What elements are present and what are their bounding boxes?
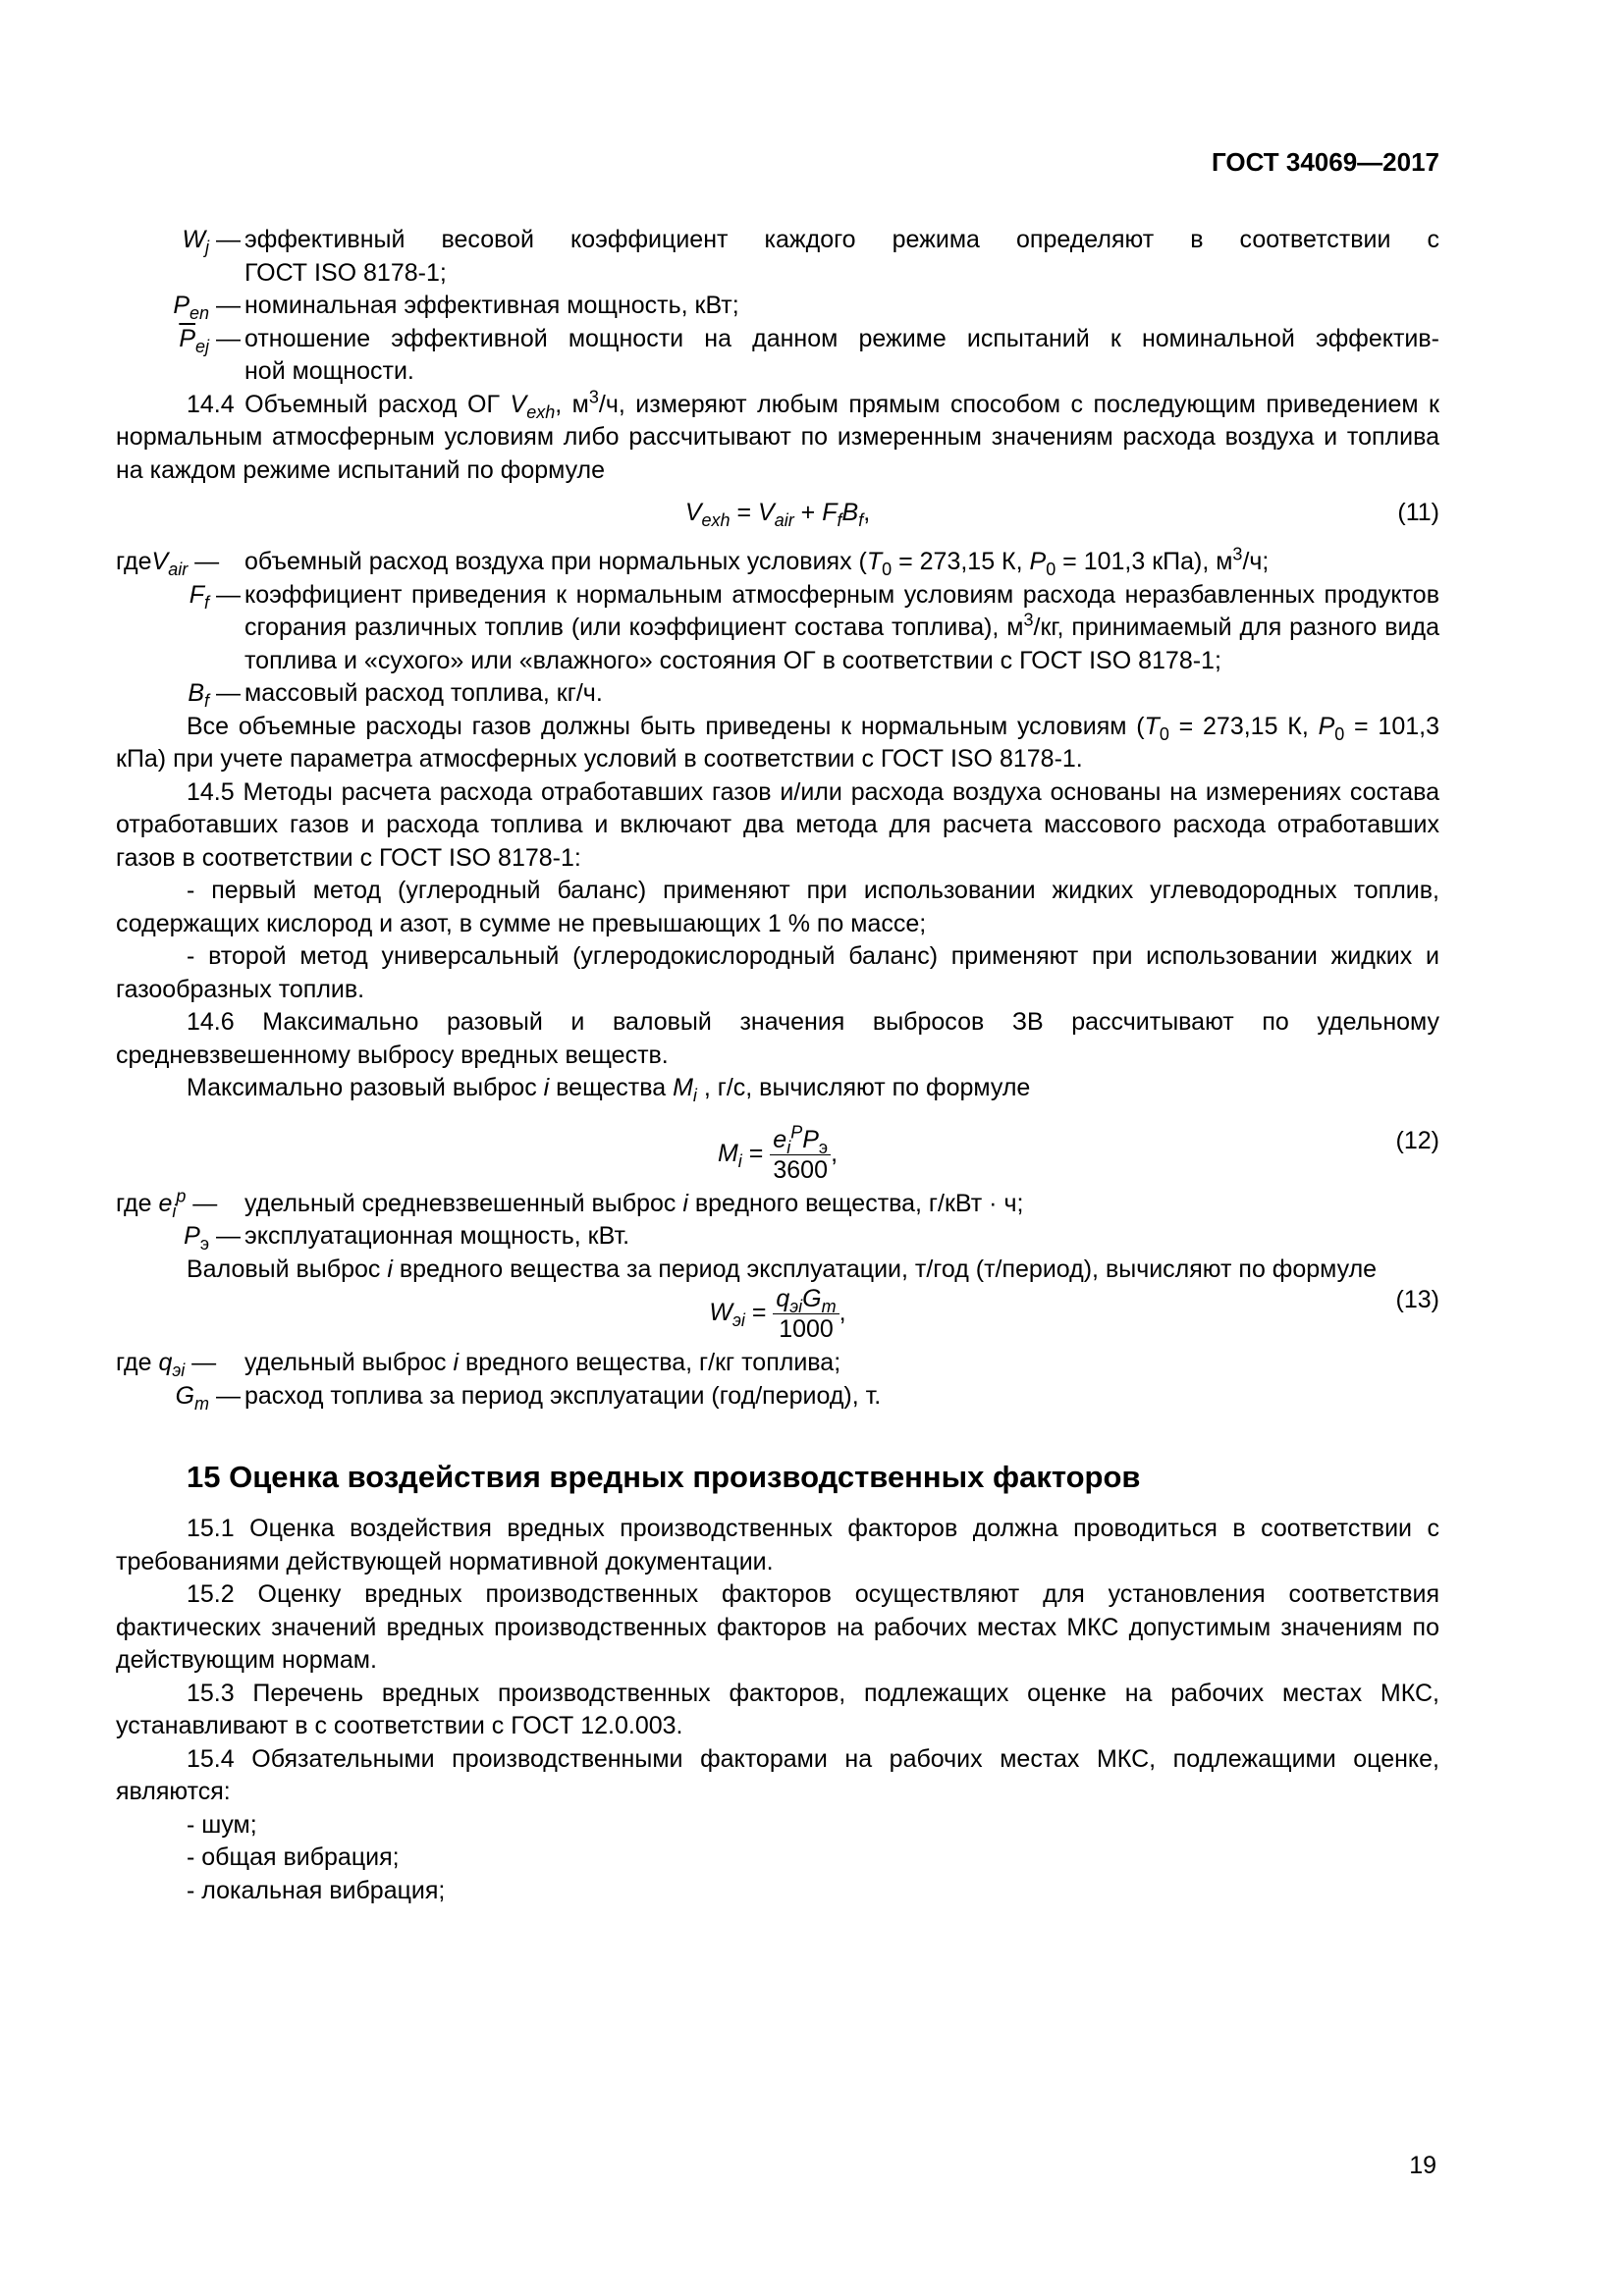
fraction-denominator: 3600 [773, 1155, 828, 1184]
definition-text: массовый расход топлива, кг/ч. [244, 679, 603, 707]
paragraph-15-3: 15.3 Перечень вредных производственных факторов, подлежащих оценке на рабочих местах МКС, устанавливают в с соответствии с ГОСТ 12.0.003. [116, 1679, 1439, 1739]
paragraph-method-2: - второй метод универсальный (углеродокислородный баланс) применяют при использовании жидких и газообразных топлив. [116, 942, 1439, 1003]
definition-text-cont: ной мощности. [244, 357, 414, 385]
definition-term: где $e_i^p$ — [116, 1186, 218, 1221]
definition-text: коэффициент приведения к нормальным атмосферным условиям расхода неразбавленных продуктов сгорания различных топлив (или коэффициент состава топлива), $м^3/кг$, принимаемый для разного вида топлива и «сухого» или «влажного» состояния ОГ в соответствии с ГОСТ ISO 8178-1; [244, 580, 1439, 674]
equation-formula: $V_{exh} = V_{air} + F_fB_f$, [684, 499, 871, 530]
definition-term: гдеV$_{air}$ — [116, 548, 220, 579]
definition-pen [116, 290, 1439, 323]
definition-gm [116, 1380, 1439, 1414]
paragraph-14-5: 14.5 Методы расчета расхода отработавших газов и/или расхода воздуха основаны на измерениях состава отработавших газов и расхода топлива и включают два метода для расчета массового расхода отработавших газов в соответствии с ГОСТ ISO 8178-1: [116, 777, 1439, 872]
equation-formula [116, 1284, 1439, 1344]
definition-text: расход топлива за период эксплуатации (год/период), т. [244, 1381, 882, 1410]
definition-pej [116, 323, 1439, 389]
equation-number: (12) [1395, 1126, 1439, 1154]
equation-number: (13) [1395, 1286, 1439, 1313]
equation-12 [116, 1105, 1439, 1188]
paragraph-max-emission: Максимально разовый выброс i вещества $M_i$ , г/с, вычисляют по формуле [187, 1074, 1031, 1105]
equation-number: (11) [1397, 499, 1439, 526]
definition-term: $W_j$ — [182, 226, 241, 257]
definition-wj [116, 224, 1439, 290]
definition-text: эффективный весовой коэффициент каждого режима определяют в соответствии с [244, 226, 1439, 253]
definition-text: эксплуатационная мощность, кВт. [244, 1222, 630, 1250]
definition-text: удельный средневзвешенный выброс i вредного вещества, г/кВт · ч; [244, 1189, 1024, 1217]
definition-term: $F_f$ — [189, 580, 241, 613]
paragraph-14-4: 14.4 Объемный расход ОГ $V_{exh}$, $м^3/ч$, измеряют любым прямым способом с последующим приведением к нормальным атмосферным условиям либо рассчитывают по измеренным значениям расхода воздуха и топлива на каждом режиме испытаний по формуле [116, 387, 1439, 484]
definition-text: объемный расход воздуха при нормальных условиях ($T_0 = 273,15$ К, $P_0 = 101,3$ кПа), $м^3/ч$; [244, 544, 1270, 579]
list-item: - шум; [187, 1810, 257, 1839]
fraction-numerator: $e_i^PP_э$ [770, 1125, 831, 1155]
definition-text: удельный выброс i вредного вещества, г/кг топлива; [244, 1349, 841, 1376]
paragraph-method-1: - первый метод (углеродный баланс) применяют при использовании жидких углеводородных топлив, содержащих кислород и азот, в сумме не превышающих 1 % по массе; [116, 877, 1439, 937]
equation-fraction [770, 1122, 831, 1185]
definition-ff [116, 579, 1439, 678]
definition-vair [116, 546, 1439, 579]
fraction-denominator: 1000 [779, 1315, 834, 1343]
equation-tail: , [831, 1139, 839, 1167]
equation-lhs: $M_i$ = [717, 1139, 764, 1171]
equation-formula [116, 1122, 1439, 1185]
list-item: - общая вибрация; [187, 1843, 400, 1871]
definition-term: $B_f$ — [188, 679, 241, 711]
definition-term: $P_{en}$ — [173, 292, 241, 323]
document-code-header: ГОСТ 34069—2017 [1212, 147, 1439, 177]
paragraph-all-volumes: Все объемные расходы газов должны быть приведены к нормальным условиям ($T_0 = 273,15$ К, $P_0 = 101,3$ кПа) при учете параметра атмосферных условий в соответствии с ГОСТ ISO 8178-1. [116, 712, 1439, 773]
definition-text: номинальная эффективная мощность, кВт; [244, 292, 739, 319]
list-item: - локальная вибрация; [187, 1876, 446, 1904]
definition-term: $\overline{P}_{ej}$ — [179, 324, 241, 356]
paragraph-14-6: 14.6 Максимально разовый и валовый значения выбросов ЗВ рассчитывают по удельному средневзвешенному выбросу вредных веществ. [116, 1008, 1439, 1069]
fraction-numerator: $q_{эi}G_m$ [773, 1284, 839, 1314]
paragraph-gross-emission: Валовый выброс i вредного вещества за период эксплуатации, т/год (т/период), вычисляют по формуле [187, 1255, 1378, 1283]
definition-term: где $q_{эi}$ — [116, 1349, 217, 1380]
equation-fraction [773, 1284, 839, 1344]
definition-text: отношение эффективной мощности на данном режиме испытаний к номинальной эффектив- [244, 324, 1439, 352]
page-number: 19 [1409, 2152, 1436, 2179]
definition-term: $P_э$ — [184, 1222, 241, 1254]
definition-text-cont: ГОСТ ISO 8178-1; [244, 258, 447, 287]
paragraph-15-4: 15.4 Обязательными производственными факторами на рабочих местах МКС, подлежащими оценке, являются: [116, 1744, 1439, 1805]
definition-eip [116, 1188, 1439, 1221]
definition-qei [116, 1347, 1439, 1380]
equation-13 [116, 1264, 1439, 1347]
definition-bf [116, 677, 1439, 711]
equation-tail: , [839, 1299, 846, 1327]
equation-11 [116, 487, 1439, 546]
paragraph-15-1: 15.1 Оценка воздействия вредных производственных факторов должна проводиться в соответствии с требованиями действующей нормативной документации. [116, 1515, 1439, 1575]
section-15-heading: 15 Оценка воздействия вредных производственных факторов [187, 1460, 1141, 1494]
equation-lhs: $W_{эi}$ = [709, 1299, 767, 1331]
paragraph-15-2: 15.2 Оценку вредных производственных факторов осуществляют для установления соответствия фактических значений вредных производственных факторов на рабочих местах МКС допустимым значениям по действующим нормам. [116, 1580, 1439, 1674]
definition-pe [116, 1220, 1439, 1254]
definition-term: $G_m$ — [175, 1381, 241, 1414]
page-content [116, 224, 1439, 1907]
